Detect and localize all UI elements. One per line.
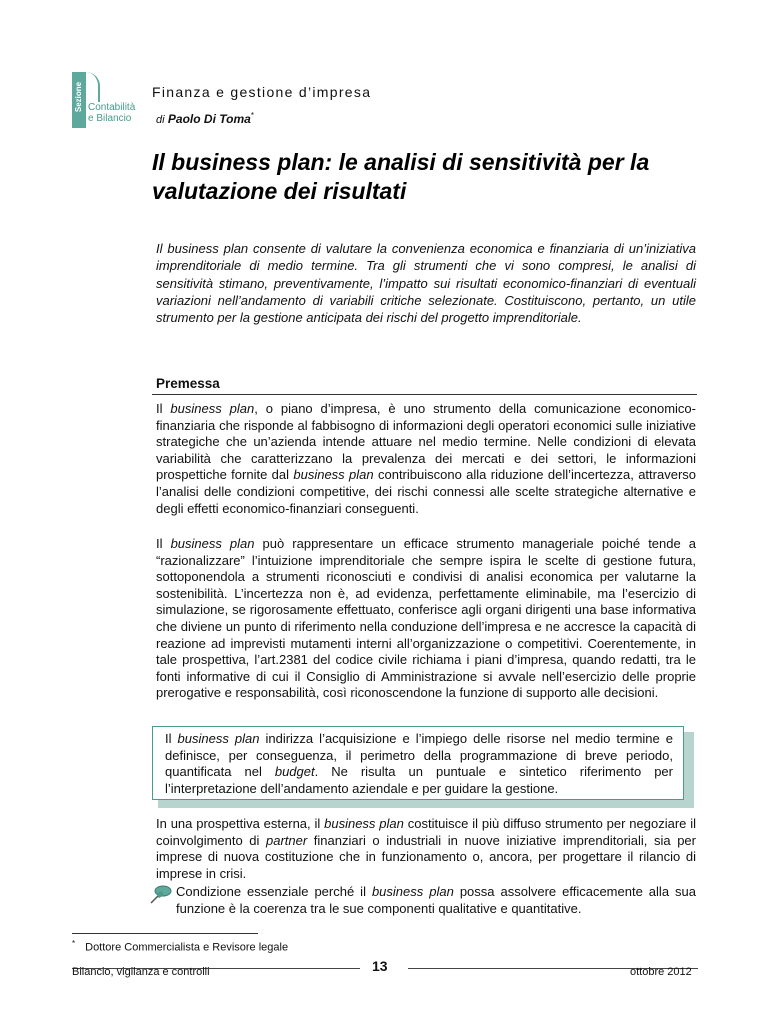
footer-date: ottobre 2012 [630, 966, 692, 978]
footnote-text: Dottore Commercialista e Revisore legale [85, 941, 289, 954]
paragraph-1: Il business plan, o piano d’impresa, è uno strumento della comunicazione economico-finanziaria che risponde al fabbisogno di informazioni degli operatori economici sulle iniziative strategiche che un’azienda intende attuare nel medio termine. Nelle condizioni di elevata variabilità che caratterizzano la prevalenza dei mercati e dei settori, le informazioni prospettiche fornite dal business plan contribuiscono alla riduzione dell’incertezza, attraverso l’analisi delle condizioni competitive, dei rischi connessi alle scelte strategiche alternative e degli effetti economico-finanziari conseguenti. [156, 401, 697, 516]
footer-publication: Bilancio, vigilanza e controlli [72, 966, 210, 978]
article-abstract: Il business plan consente di valutare la convenienza economica e finanziaria di un’iniziativa imprenditoriale di medio termine. Tra gli strumenti che vi sono compresi, le analisi di sensitività stimano, preventivamente, l’impatto sui risultati economico-finanziari di eventuali variazioni nell’andamento di variabili critiche selezionate. Costituiscono, pertanto, un utile strumento per la gestione anticipata dei rischi del progetto imprenditoriale. [156, 241, 696, 326]
page-number: 13 [372, 958, 388, 974]
section-rule [152, 394, 697, 395]
paragraph-2: Il business plan può rappresentare un efficace strumento manageriale poiché tende a “razionalizzare” l’intuizione imprenditoriale che sempre ispira le scelte di gestione futura, sottoponendola a strumenti riconosciuti e condivisi di analisi economica per valutarne la sostenibilità. L’incertezza non è, ad evidenza, perfettamente eliminabile, ma l’esercizio di simulazione, se rigorosamente effettuato, conferisce agli organi dirigenti una base informativa che diviene un punto di riferimento nella conduzione dell’impresa e ne accresce la capacità di reazione ad imprevisti mutamenti interni all’organizzazione o competitivi. Coerentemente, in tale prospettiva, l’art.2381 del codice civile richiama i piani d’impresa, quando redatti, tra le fonti informative di cui il Consiglio di Amministrazione si avvale nell’esercizio delle proprie prerogative e responsabilità, così riconoscendone la funzione di supporto alle decisioni. [156, 536, 697, 701]
pushpin-icon [148, 884, 174, 906]
section-heading: Premessa [156, 376, 220, 391]
section-tab-vertical-label: Sezione [74, 81, 83, 113]
author-name: Paolo Di Toma [167, 112, 251, 126]
article-title: Il business plan: le analisi di sensitività per la valutazione dei risultati [152, 149, 650, 204]
footnote-rule [72, 933, 258, 934]
author-footnote-mark: * [250, 111, 254, 120]
footnote-mark: * [72, 939, 76, 948]
byline [156, 111, 254, 126]
paragraph-3: In una prospettiva esterna, il business plan costituisce il più diffuso strumento per negoziare il coinvolgimento di partner finanziari o industriali in nuove iniziative imprenditoriali, sia per imprese di nuova costituzione che in funzionamento o, ancora, per progettare il rilancio di imprese in crisi. [156, 816, 697, 881]
section-tab-curve [86, 72, 100, 102]
section-tab-line2: e Bilancio [88, 113, 132, 124]
journal-section-title: Finanza e gestione d’impresa [152, 84, 372, 100]
section-tab-line1: Contabilità [88, 102, 136, 113]
callout-box: Il business plan indirizza l’acquisizione e l’impiego delle risorse nel medio termine e definisce, per conseguenza, il perimetro della programmazione di breve periodo, quantificata nel budget. Ne risulta un puntuale e sintetico riferimento per l’interpretazione dell’andamento aziendale e per guidare la gestione. [152, 726, 684, 800]
byline-prefix: di [156, 114, 165, 126]
section-tab [72, 72, 142, 128]
footnote [72, 939, 288, 954]
paragraph-4: Condizione essenziale perché il business plan possa assolvere efficacemente alla sua funzione è la coerenza tra le sue componenti qualitative e quantitative. [176, 884, 696, 916]
